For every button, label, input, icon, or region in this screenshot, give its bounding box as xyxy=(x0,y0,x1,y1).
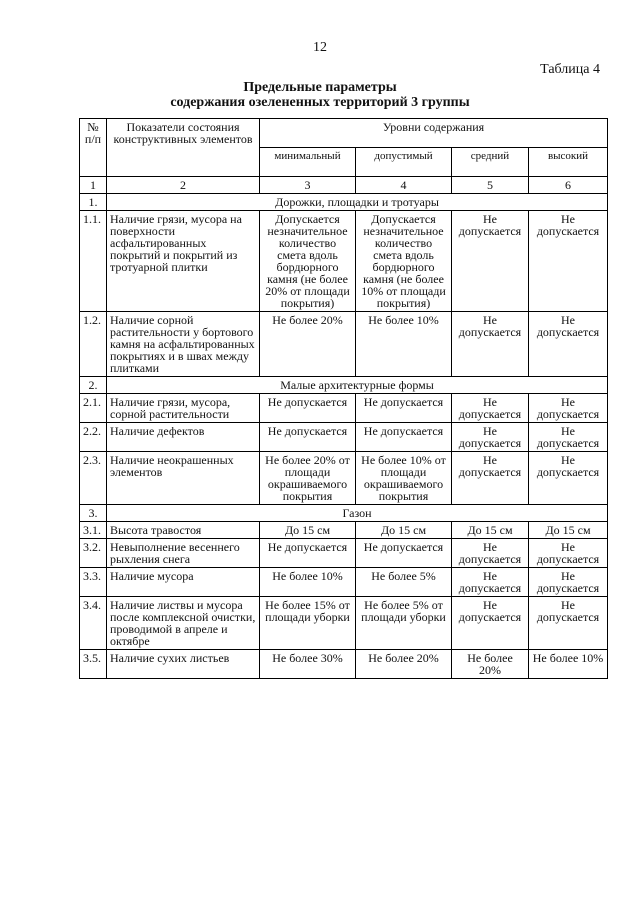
index-cell: 2 xyxy=(107,177,260,194)
row-allowed: Не более 5% от площади уборки xyxy=(356,597,452,650)
row-medium: Не допускается xyxy=(452,394,529,423)
row-indicator: Наличие мусора xyxy=(107,568,260,597)
table-row xyxy=(80,423,608,452)
row-num: 1.2. xyxy=(80,312,107,377)
row-medium: Не допускается xyxy=(452,568,529,597)
row-high: Не допускается xyxy=(529,394,608,423)
row-high: Не более 10% xyxy=(529,650,608,679)
row-num: 2.1. xyxy=(80,394,107,423)
row-min: Не более 20% xyxy=(260,312,356,377)
header-indicator: Показатели состояния конструктивных элементов xyxy=(107,119,260,177)
row-num: 3.5. xyxy=(80,650,107,679)
row-num: 3.3. xyxy=(80,568,107,597)
row-high: Не допускается xyxy=(529,423,608,452)
row-allowed: Допускается незначительное количество смета вдоль бордюрного камня (не более 10% от площади покрытия) xyxy=(356,211,452,312)
row-min: Не допускается xyxy=(260,539,356,568)
header-min: минимальный xyxy=(260,148,356,177)
row-allowed: Не допускается xyxy=(356,423,452,452)
row-min: Не более 10% xyxy=(260,568,356,597)
section-title: Дорожки, площадки и тротуары xyxy=(107,194,608,211)
row-indicator: Невыполнение весеннего рыхления снега xyxy=(107,539,260,568)
row-num: 3.4. xyxy=(80,597,107,650)
row-num: 2.2. xyxy=(80,423,107,452)
row-num: 3.1. xyxy=(80,522,107,539)
row-allowed: Не более 10% от площади окрашиваемого покрытия xyxy=(356,452,452,505)
index-cell: 4 xyxy=(356,177,452,194)
row-medium: Не допускается xyxy=(452,597,529,650)
row-indicator: Наличие сухих листьев xyxy=(107,650,260,679)
index-cell: 5 xyxy=(452,177,529,194)
row-indicator: Высота травостоя xyxy=(107,522,260,539)
index-cell: 1 xyxy=(80,177,107,194)
table-row xyxy=(80,539,608,568)
index-cell: 6 xyxy=(529,177,608,194)
row-allowed: Не допускается xyxy=(356,539,452,568)
row-allowed: Не более 10% xyxy=(356,312,452,377)
row-medium: Не более 20% xyxy=(452,650,529,679)
table-row xyxy=(80,597,608,650)
row-high: Не допускается xyxy=(529,597,608,650)
row-medium: Не допускается xyxy=(452,452,529,505)
table-row xyxy=(80,394,608,423)
row-high: Не допускается xyxy=(529,452,608,505)
row-indicator: Наличие грязи, мусора на поверхности асфальтированных покрытий и покрытий из тротуарной плитки xyxy=(107,211,260,312)
section-num: 3. xyxy=(80,505,107,522)
title-line-1: Предельные параметры xyxy=(243,80,397,95)
row-min: Не более 30% xyxy=(260,650,356,679)
row-medium: Не допускается xyxy=(452,211,529,312)
row-medium: Не допускается xyxy=(452,423,529,452)
header-levels: Уровни содержания xyxy=(260,119,608,148)
table-row xyxy=(80,312,608,377)
header-num: № п/п xyxy=(80,119,107,177)
table-row xyxy=(80,452,608,505)
index-cell: 3 xyxy=(260,177,356,194)
section-title: Газон xyxy=(107,505,608,522)
row-min: Не допускается xyxy=(260,394,356,423)
row-high: Не допускается xyxy=(529,539,608,568)
table-row xyxy=(80,650,608,679)
row-min: Допускается незначительное количество смета вдоль бордюрного камня (не более 20% от площади покрытия) xyxy=(260,211,356,312)
row-allowed: Не более 5% xyxy=(356,568,452,597)
row-medium: До 15 см xyxy=(452,522,529,539)
table-row xyxy=(80,211,608,312)
header-medium: средний xyxy=(452,148,529,177)
section-num: 1. xyxy=(80,194,107,211)
row-high: До 15 см xyxy=(529,522,608,539)
row-num: 2.3. xyxy=(80,452,107,505)
row-high: Не допускается xyxy=(529,211,608,312)
section-row xyxy=(80,505,608,522)
table-label: Таблица 4 xyxy=(540,62,600,77)
row-medium: Не допускается xyxy=(452,312,529,377)
row-allowed: Не допускается xyxy=(356,394,452,423)
row-indicator: Наличие дефектов xyxy=(107,423,260,452)
header-row xyxy=(80,119,608,148)
row-min: До 15 см xyxy=(260,522,356,539)
header-allowed: допустимый xyxy=(356,148,452,177)
row-indicator: Наличие сорной растительности у бортового камня на асфальтированных покрытиях и в швах между плитками xyxy=(107,312,260,377)
header-high: высокий xyxy=(529,148,608,177)
row-min: Не более 15% от площади уборки xyxy=(260,597,356,650)
document-title xyxy=(0,80,640,110)
row-high: Не допускается xyxy=(529,312,608,377)
section-num: 2. xyxy=(80,377,107,394)
index-row xyxy=(80,177,608,194)
table-row xyxy=(80,568,608,597)
row-min: Не более 20% от площади окрашиваемого покрытия xyxy=(260,452,356,505)
row-num: 1.1. xyxy=(80,211,107,312)
row-medium: Не допускается xyxy=(452,539,529,568)
section-title: Малые архитектурные формы xyxy=(107,377,608,394)
row-indicator: Наличие листвы и мусора после комплексной очистки, проводимой в апреле и октябре xyxy=(107,597,260,650)
page-number: 12 xyxy=(313,40,327,55)
row-allowed: До 15 см xyxy=(356,522,452,539)
row-indicator: Наличие неокрашенных элементов xyxy=(107,452,260,505)
section-row xyxy=(80,194,608,211)
row-num: 3.2. xyxy=(80,539,107,568)
title-line-2: содержания озелененных территорий 3 группы xyxy=(170,95,470,110)
row-high: Не допускается xyxy=(529,568,608,597)
row-allowed: Не более 20% xyxy=(356,650,452,679)
section-row xyxy=(80,377,608,394)
table-row xyxy=(80,522,608,539)
row-min: Не допускается xyxy=(260,423,356,452)
row-indicator: Наличие грязи, мусора, сорной растительности xyxy=(107,394,260,423)
parameters-table xyxy=(79,118,608,679)
